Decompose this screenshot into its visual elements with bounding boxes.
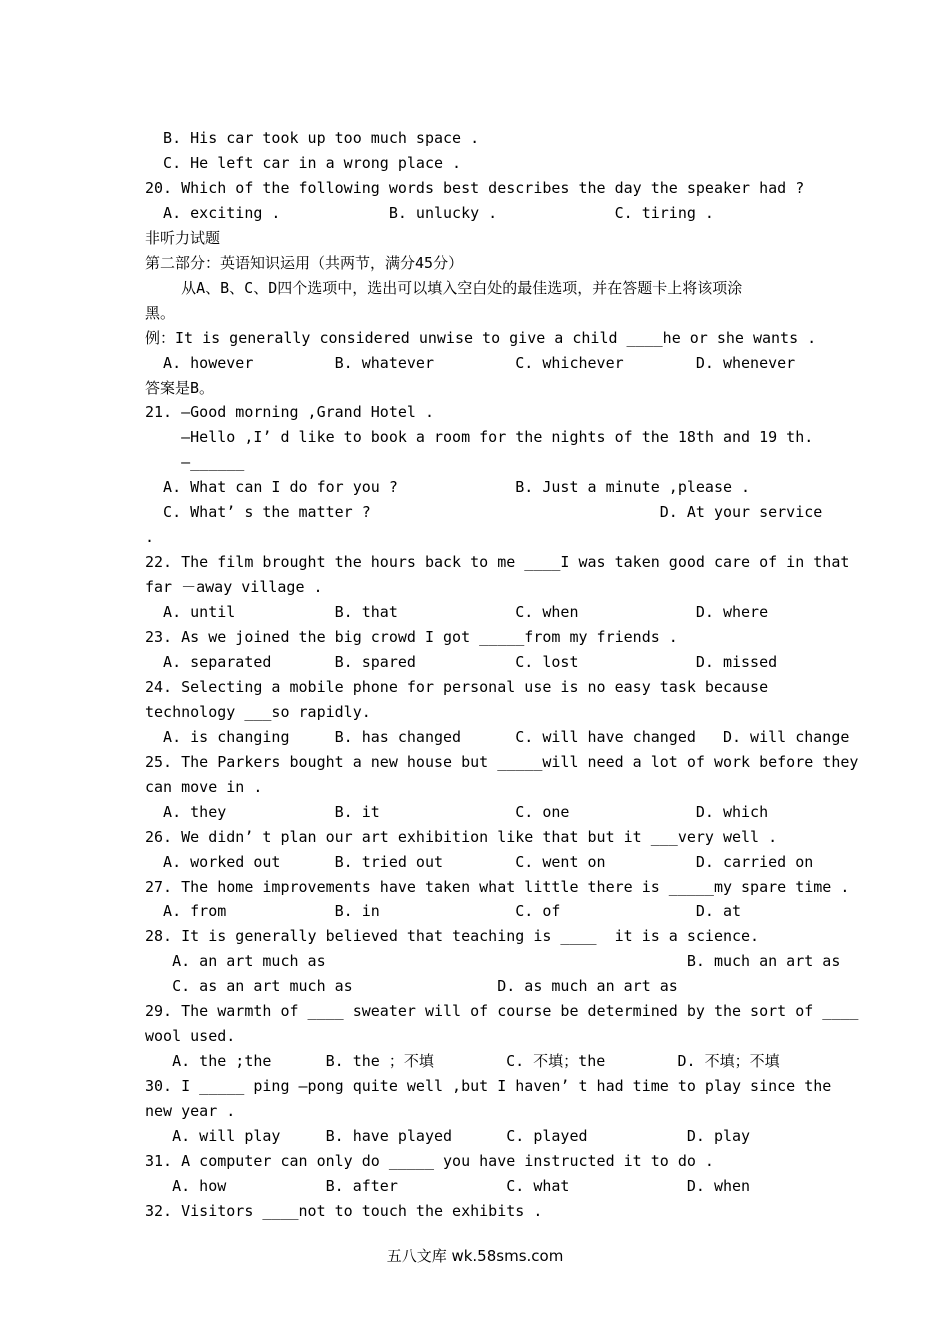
text-line: —Hello ,I’ d like to book a room for the nights of the 18th and 19 th. bbox=[145, 428, 814, 447]
text-line: 21. —Good morning ,Grand Hotel . bbox=[145, 403, 434, 422]
text-line: 从A、B、C、D四个选项中，选出可以填入空白处的最佳选项，并在答题卡上将该项涂 bbox=[145, 278, 743, 297]
text-line: 20. Which of the following words best describes the day the speaker had ? bbox=[145, 178, 805, 197]
text-line: 28. It is generally believed that teaching is ____ it is a science. bbox=[145, 927, 760, 946]
text-line: A. an art much as B. much an art as bbox=[145, 952, 841, 971]
text-line: 黑。 bbox=[145, 303, 176, 322]
text-line: 例：It is generally considered unwise to give a child ____he or she wants . bbox=[145, 328, 817, 347]
text-line: A. from B. in C. of D. at bbox=[145, 902, 742, 921]
text-line: A. the ;the B. the ；不填 C. 不填；the D. 不填；不填 bbox=[145, 1052, 780, 1071]
text-line: far －away village . bbox=[145, 578, 323, 597]
text-line: 非听力试题 bbox=[145, 228, 221, 247]
text-line: 25. The Parkers bought a new house but _____will need a lot of work before they bbox=[145, 752, 859, 771]
text-line: A. What can I do for you ? B. Just a minute ,please . bbox=[145, 478, 751, 497]
text-line: 31. A computer can only do _____ you have instructed it to do . bbox=[145, 1151, 714, 1170]
text-line: 22. The film brought the hours back to me ____I was taken good care of in that bbox=[145, 553, 850, 572]
text-line: C. He left car in a wrong place . bbox=[145, 153, 462, 172]
text-line: 32. Visitors ____not to touch the exhibits . bbox=[145, 1201, 543, 1220]
text-line: A. separated B. spared C. lost D. missed bbox=[145, 652, 778, 671]
text-line: A. however B. whatever C. whichever D. whenever bbox=[145, 353, 796, 372]
text-line: 29. The warmth of ____ sweater will of course be determined by the sort of ____ bbox=[145, 1002, 859, 1021]
text-line: A. exciting . B. unlucky . C. tiring . bbox=[145, 203, 714, 222]
text-line: 24. Selecting a mobile phone for personal use is no easy task because bbox=[145, 677, 769, 696]
text-line: wool used. bbox=[145, 1027, 236, 1046]
text-line: can move in . bbox=[145, 777, 263, 796]
text-line: 26. We didn’ t plan our art exhibition like that but it ___very well . bbox=[145, 827, 778, 846]
text-line: 答案是B。 bbox=[145, 378, 215, 397]
text-line: 27. The home improvements have taken what little there is _____my spare time . bbox=[145, 877, 850, 896]
footer-watermark: 五八文库 wk.58sms.com bbox=[386, 1247, 564, 1265]
text-line: A. they B. it C. one D. which bbox=[145, 802, 769, 821]
text-line: 第二部分：英语知识运用（共两节，满分45分） bbox=[145, 253, 464, 272]
text-line: A. how B. after C. what D. when bbox=[145, 1176, 751, 1195]
text-line: —______ bbox=[145, 453, 245, 472]
text-line: A. worked out B. tried out C. went on D. carried on bbox=[145, 852, 814, 871]
text-line: technology ___so rapidly. bbox=[145, 702, 371, 721]
text-line: 30. I _____ ping —pong quite well ,but I haven’ t had time to play since the bbox=[145, 1077, 832, 1096]
text-line: C. as an art much as D. as much an art as bbox=[145, 977, 678, 996]
text-line: . bbox=[145, 528, 155, 547]
text-line: A. is changing B. has changed C. will have changed D. will change bbox=[145, 727, 850, 746]
text-line: B. His car took up too much space . bbox=[145, 129, 480, 147]
text-line: A. until B. that C. when D. where bbox=[145, 603, 769, 622]
text-line: 23. As we joined the big crowd I got _____from my friends . bbox=[145, 628, 678, 646]
text-line: A. will play B. have played C. played D. play bbox=[145, 1127, 751, 1145]
text-line: C. What’ s the matter ? D. At your service bbox=[145, 503, 823, 522]
text-line: new year . bbox=[145, 1102, 236, 1121]
